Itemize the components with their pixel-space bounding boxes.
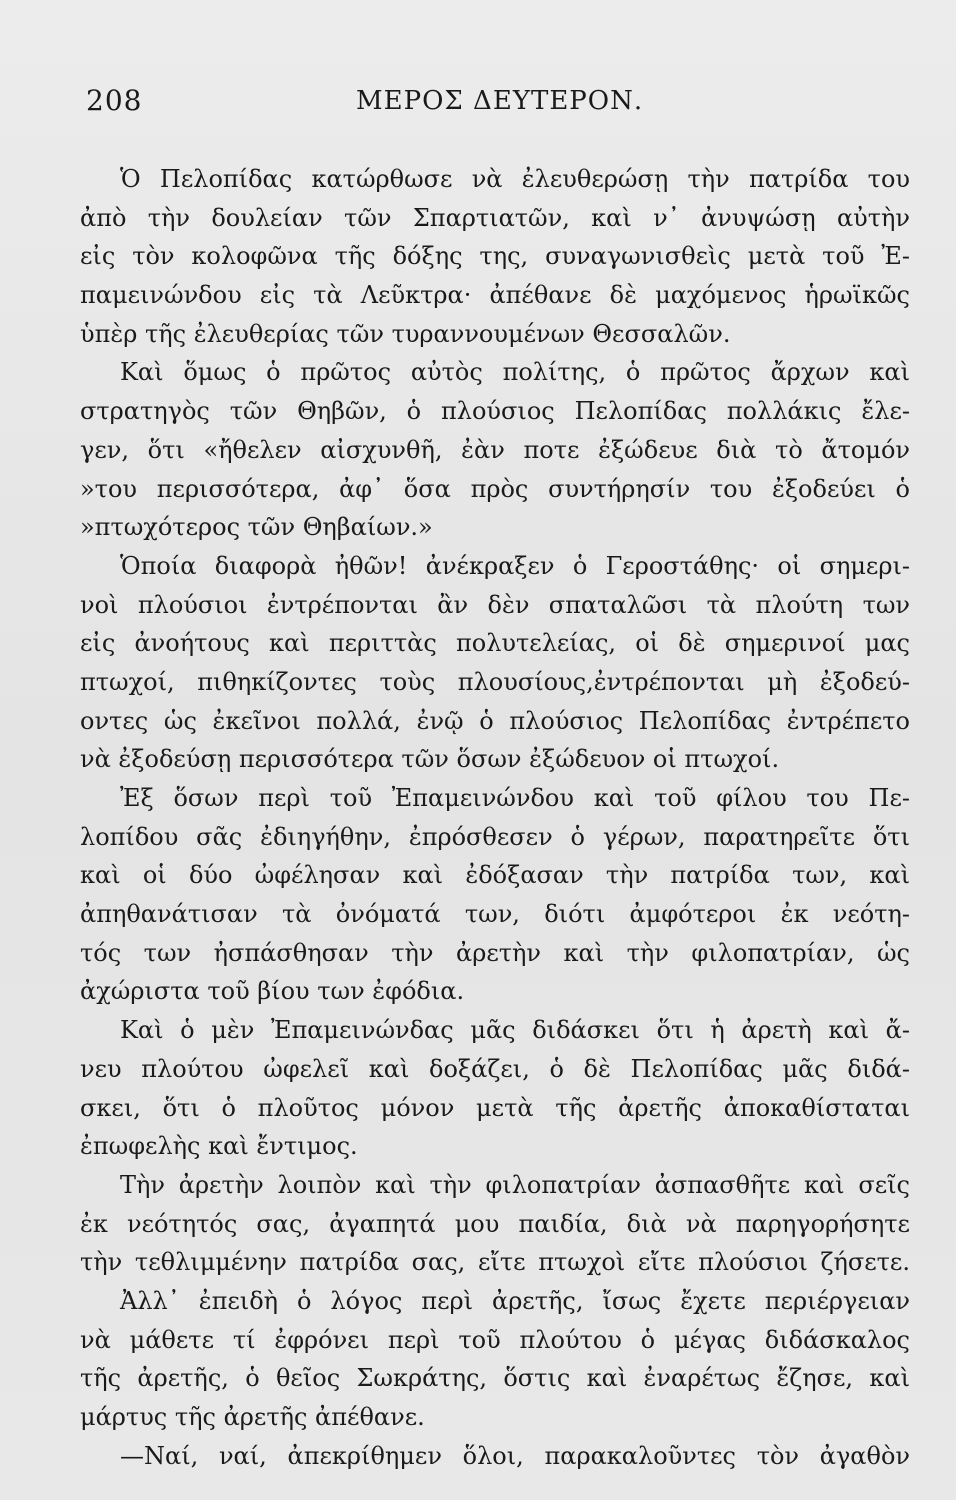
- text-line: στρατηγὸς τῶν Θηβῶν, ὁ πλούσιος Πελοπίδας πολλάκις ἔλε-: [80, 397, 910, 426]
- text-line: μάρτυς τῆς ἀρετῆς ἀπέθανε.: [80, 1403, 425, 1431]
- text-line: Ὁ Πελοπίδας κατώρθωσε νὰ ἐλευθερώσῃ τὴν πατρίδα του: [120, 165, 910, 193]
- text-line: γεν, ὅτι «ἤθελεν αἰσχυνθῆ, ἐὰν ποτε ἐξώδευε διὰ τὸ ἄτομόν: [80, 435, 910, 464]
- text-line: —Ναί, ναί, ἀπεκρίθημεν ὅλοι, παρακαλοῦντες τὸν ἀγαθὸν: [120, 1441, 910, 1470]
- text-line: λοπίδου σᾶς ἐδιηγήθην, ἐπρόσθεσεν ὁ γέρων, παρατηρεῖτε ὅτι: [80, 822, 910, 851]
- text-line: Τὴν ἀρετὴν λοιπὸν καὶ τὴν φιλοπατρίαν ἀσπασθῆτε καὶ σεῖς: [120, 1170, 910, 1199]
- page-header: [86, 84, 906, 124]
- text-line: παμεινώνδου εἰς τὰ Λεῦκτρα· ἀπέθανε δὲ μαχόμενος ἡρωϊκῶς: [80, 281, 910, 310]
- text-line: σκει, ὅτι ὁ πλοῦτος μόνον μετὰ τῆς ἀρετῆς ἀποκαθίσταται: [80, 1093, 910, 1122]
- page-number: 208: [86, 84, 143, 117]
- text-line: νὰ ἐξοδεύσῃ περισσότερα τῶν ὅσων ἐξώδευον οἱ πτωχοί.: [80, 745, 780, 774]
- text-line: »πτωχότερος τῶν Θηβαίων.»: [80, 513, 433, 542]
- text-line: ἀχώριστα τοῦ βίου των ἐφόδια.: [80, 977, 465, 1006]
- text-line: Καὶ ὁ μὲν Ἐπαμεινώνδας μᾶς διδάσκει ὅτι ἡ ἀρετὴ καὶ ἄ-: [120, 1016, 910, 1045]
- text-line: εἰς τὸν κολοφῶνα τῆς δόξης της, συναγωνισθεὶς μετὰ τοῦ Ἐ-: [80, 242, 910, 271]
- text-line: οντες ὡς ἐκεῖνοι πολλά, ἐνῷ ὁ πλούσιος Πελοπίδας ἐντρέπετο: [80, 706, 910, 735]
- text-line: νοὶ πλούσιοι ἐντρέπονται ἂν δὲν σπαταλῶσι τὰ πλούτη των: [80, 590, 910, 619]
- text-line: Ἐξ ὅσων περὶ τοῦ Ἐπαμεινώνδου καὶ τοῦ φίλου του Πε-: [120, 784, 910, 812]
- text-line: νευ πλούτου ὠφελεῖ καὶ δοξάζει, ὁ δὲ Πελοπίδας μᾶς διδά-: [80, 1054, 910, 1083]
- text-line: πτωχοί, πιθηκίζοντες τοὺς πλουσίους,ἐντρέπονται μὴ ἐξοδεύ-: [80, 667, 910, 696]
- text-line: ὑπὲρ τῆς ἐλευθερίας τῶν τυραννουμένων Θεσσαλῶν.: [80, 319, 731, 348]
- running-head: ΜΕΡΟΣ ΔΕΥΤΕΡΟΝ.: [356, 86, 644, 116]
- text-line: τὴν τεθλιμμένην πατρίδα σας, εἴτε πτωχοὶ εἴτε πλούσιοι ζήσετε.: [80, 1248, 910, 1277]
- text-line: Καὶ ὅμως ὁ πρῶτος αὐτὸς πολίτης, ὁ πρῶτος ἄρχων καὶ: [120, 358, 910, 387]
- text-line: νὰ μάθετε τί ἐφρόνει περὶ τοῦ πλούτου ὁ μέγας διδάσκαλος: [80, 1325, 910, 1354]
- text-line: Ὁποία διαφορὰ ἠθῶν! ἀνέκραξεν ὁ Γεροστάθης· οἱ σημερι-: [120, 551, 910, 580]
- text-line: ἀπηθανάτισαν τὰ ὀνόματά των, διότι ἀμφότεροι ἐκ νεότη-: [80, 900, 910, 929]
- text-line: ἀπὸ τὴν δουλείαν τῶν Σπαρτιατῶν, καὶ ν᾽ ἀνυψώσῃ αὐτὴν: [80, 203, 910, 232]
- text-line: τός των ἠσπάσθησαν τὴν ἀρετὴν καὶ τὴν φιλοπατρίαν, ὡς: [80, 938, 910, 967]
- text-line: Ἀλλ᾽ ἐπειδὴ ὁ λόγος περὶ ἀρετῆς, ἴσως ἔχετε περιέργειαν: [120, 1286, 910, 1315]
- text-line: τῆς ἀρετῆς, ὁ θεῖος Σωκράτης, ὅστις καὶ ἐναρέτως ἔζησε, καὶ: [80, 1364, 910, 1393]
- text-line: ἐπωφελὴς καὶ ἔντιμος.: [80, 1132, 358, 1161]
- text-line: ἐκ νεότητός σας, ἀγαπητά μου παιδία, διὰ νὰ παρηγορήσητε: [80, 1209, 910, 1238]
- text-line: »του περισσότερα, ἀφ᾽ ὅσα πρὸς συντήρησίν του ἐξοδεύει ὁ: [80, 474, 910, 503]
- body-text: [80, 160, 910, 1475]
- text-line: εἰς ἀνοήτους καὶ περιττὰς πολυτελείας, οἱ δὲ σημερινοί μας: [80, 629, 910, 658]
- text-line: καὶ οἱ δύο ὠφέλησαν καὶ ἐδόξασαν τὴν πατρίδα των, καὶ: [80, 861, 910, 890]
